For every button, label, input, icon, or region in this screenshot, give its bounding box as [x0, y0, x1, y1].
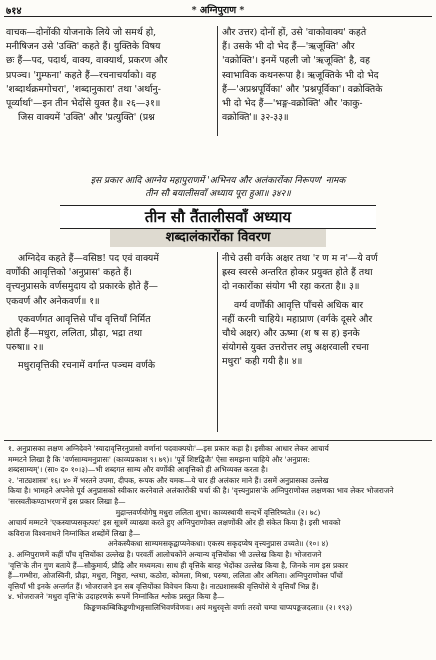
text-line: नहीं करनी चाहिये। महाप्राण (वर्गके दूसरे और	[222, 313, 373, 325]
text-line: अग्निदेव कहते हैं—वसिष्ठ! पद एवं वाक्यमें	[18, 253, 159, 264]
text-line: दो नकारोंका संयोग भी रहा करता है॥ ३॥	[222, 281, 360, 293]
footnote-line: हैं—गम्भीरा, ओजस्विनी, प्रौढ़ा, मधुरा, निष्ठुरा, श्लथा, कठोरा, कोमला, मिश्रा, परुषा, ललिता और अमिता। अग्निपुराणोक्त पाँचों	[8, 571, 343, 581]
text-line: परुषा॥ २॥	[6, 342, 44, 354]
text-line: वाचक—दोनोंकी योजनाके लिये जो समर्थ हो,	[6, 27, 157, 38]
text-line: 'वक्रोक्ति'। इनमें पहली जो 'ऋजूक्ति' है, वह	[222, 55, 370, 67]
text-line: वर्णोंकी आवृत्तिको 'अनुप्रास' कहते हैं।	[6, 267, 132, 279]
page-header	[0, 0, 436, 18]
text-line: होती हैं—मधुरा, ललिता, प्रौढ़ा, भद्रा तथा	[6, 328, 143, 340]
footnote-verse: अनेकस्यैकधा साम्यमसकृद्वाप्यनेकधा। एकस्य सकृदप्येष वृत्त्यनुप्रास उच्यते॥ (१०। ४)	[107, 539, 329, 549]
text-line: प्रपञ्च। 'गुम्फना' कहते हैं—रचनाचर्याको। वह	[6, 69, 157, 81]
running-title: * अग्निपुराण *	[191, 5, 245, 16]
prev-left-column	[6, 26, 212, 125]
footnote-line: ४. भोजराजने 'मधुरा वृत्ति'के उदाहरणके रूपमें निम्नांकित श्लोक प्रस्तुत किया है—	[8, 592, 225, 602]
footnote-line: आचार्य मम्मटने 'एकस्याप्यसकृत्परः' इस सूत्रमें व्याख्या करते हुए अग्निपुराणोक्त लक्षणोंकी ओर ही संकेत किया है। इसी भावको	[8, 518, 341, 528]
footnote-line: 'सरस्वतीकण्ठाभरण'में इस प्रकार लिखा है—	[8, 496, 126, 506]
text-line: और उत्तर) दोनों हों, उसे 'वाकोवाक्य' कहते	[222, 27, 367, 38]
footnote-line: मम्मटने लिखा है कि 'वर्णसाम्यमनुप्रासः' (काव्यप्रकाश ९। ७९)। 'पूर्वे शिष्टद्विजैः' ऐसा समझना चाहिये और 'अनुप्रास:	[8, 454, 311, 464]
text-line: जिस वाक्यमें 'उक्ति' और 'प्रत्युक्ति' (प्रश्न	[18, 112, 155, 124]
text-line: वर्ग्य वर्णोंकी आवृत्ति पाँचसे अधिक बार	[234, 299, 364, 311]
text-line: ह्रस्व स्वरसे अन्तरित होकर प्रयुक्त होते हैं तथा	[222, 267, 373, 279]
text-line: पूर्व्यार्था'—इन तीन भेदोंसे युक्त है॥ २६—३१॥	[6, 98, 161, 110]
text-line: एकवर्ण और अनेकवर्ण॥ १॥	[6, 295, 100, 307]
colophon-line: तीन सौ बयालीसवाँ अध्याय पूरा हुआ॥ ३४२॥	[145, 189, 291, 199]
page-number: ७१४	[6, 6, 22, 17]
text-line: हैं। उसके भी दो भेद हैं—'ऋजूक्ति' और	[222, 41, 355, 53]
column-divider	[217, 26, 218, 136]
text-line: मधुरावृत्तिकी रचनामें वर्गान्त पञ्चम वर्णके	[18, 360, 155, 372]
text-line: चौथे अक्षर) और ऊष्मा (श ष स ह) इनके	[222, 328, 360, 340]
text-line: 'शब्दार्थक्रमगोचरा', 'शब्दानुकारा' तथा 'अर्थानु-	[6, 83, 161, 95]
chapter-subheading: शब्दालंकारोंका विवरण	[110, 229, 326, 247]
footnotes	[8, 444, 428, 614]
footnote-line: वृत्तियाँ भी इनके अन्तर्गत हैं। भोजराजने इन सब वृत्तियोंका विवेचन किया है। नाट्यशास्त्रकी वृत्तियोंसे ये वृत्तियाँ भिन्न हैं।	[8, 581, 319, 591]
text-line: संयोगसे युक्त उत्तरोत्तर लघु अक्षरवाली रचना	[222, 342, 369, 354]
chapter-heading: तीन सौ तैंतालीसवाँ अध्याय	[60, 205, 376, 229]
text-line: वक्रोक्ति'॥ ३२-३३॥	[222, 112, 289, 124]
footnote-verse: मुद्रान्तवर्णयोगेषु मधुरा ललिता शुभा। काव्यस्थायी सन्दर्भे वृत्तिरिष्यते॥ (२। ७८)	[115, 507, 321, 517]
column-divider	[217, 252, 218, 432]
text-line: मनीषिजन उसे 'उक्ति' कहते हैं। युक्तिके विषय	[6, 41, 161, 53]
footnote-line: कविराज विश्वनाथने निम्नांकित शब्दोंमें लिखा है—	[8, 528, 141, 538]
text-line: वृत्त्यनुप्रासके वर्णसमुदाय दो प्रकारके होते हैं—	[6, 281, 158, 293]
text-line: स्वाभाविक कथनरूपा है। ऋजूक्तिके भी दो भेद	[222, 69, 379, 81]
text-line: छः हैं—पद, पदार्थ, वाक्य, वाक्यार्थ, प्रकरण और	[6, 55, 168, 67]
footnote-line: 'वृत्ति'के तीन गुण बताये हैं—सौकुमार्य, प्रौढ़ि और मध्यमत्व। साथ ही वृत्तिके बारह भेदोंका उल्लेख किया है, जिनके नाम इस प्रकार	[8, 560, 348, 570]
footnote-verse: किङ्कणकम्बिकिङ्कणीभङ्गसालिभिवर्णवेणवः। अयं मधुरवृत्तेः वर्णाः तरवो चम्पा चाप्यपङ्कजदलाः॥ (२। १९३)	[83, 602, 353, 612]
text-line: भी दो भेद हैं—'भङ्ग-वक्रोक्ति' और 'काकु-	[222, 98, 363, 110]
prev-chapter-columns	[6, 26, 430, 136]
text-line: हैं—'अप्रश्नपूर्विका' और 'प्रश्नपूर्विका'। वक्रोक्तिके	[222, 83, 383, 95]
footnote-rule	[4, 440, 432, 441]
footnote-line: २. 'नाट्यशास्त्र' १६। ४० में भरतने उपमा, दीपक, रूपक और यमक—ये चार ही अलंकार माने हैं। उसमें अनुप्रासका उल्लेख	[8, 475, 329, 485]
chapter-body-columns	[6, 252, 430, 432]
chapter-colophon	[0, 175, 436, 201]
footnote-line: शब्दसाम्यम्'। (सा० द० १०।३)—भी शब्दगत साम्य और वर्णोंकी आवृत्तिको ही अभिव्यक्त करता है।	[8, 465, 268, 475]
footnote-line: ३. अग्निपुराणमें कहीं पाँच वृत्तियोंका उल्लेख है। परवर्ती आलोचकोंने अन्यान्य वृत्तियोंका भी उल्लेख किया है। भोजराजने	[8, 549, 322, 559]
body-left-column	[6, 252, 212, 374]
footnote-line: किया है। भामहने अपनेसे पूर्व अनुप्रासको स्वीकार करनेवाले अलंकारोंकी चर्चा की है। 'वृत्त्यनुप्रास'के अग्निपुराणोक्त लक्षणका भाव लेकर भोजराजने	[8, 486, 394, 496]
body-right-column	[222, 252, 428, 370]
text-line: एकवर्णगत आवृत्तिसे पाँच वृत्तियाँ निर्मित	[18, 313, 151, 325]
text-line: मधुरा' कही गयी है॥ ४॥	[222, 356, 303, 368]
colophon-line: इस प्रकार आदि आग्नेय महापुराणमें 'अभिनय और अलंकारोंका निरूपण' नामक	[90, 176, 346, 186]
text-line: नीचे उसी वर्गके अक्षर तथा 'र ण म न'—ये वर्ण	[222, 253, 378, 264]
header-rule	[4, 16, 432, 17]
prev-right-column	[222, 26, 428, 125]
footnote-line: १. अनुप्रासका लक्षण अग्निदेवने 'स्यादावृत्तिरनुप्रासो वर्णानां पदवाक्ययोः'—इस प्रकार कहा है। इसीका आधार लेकर आचार्य	[8, 444, 329, 453]
